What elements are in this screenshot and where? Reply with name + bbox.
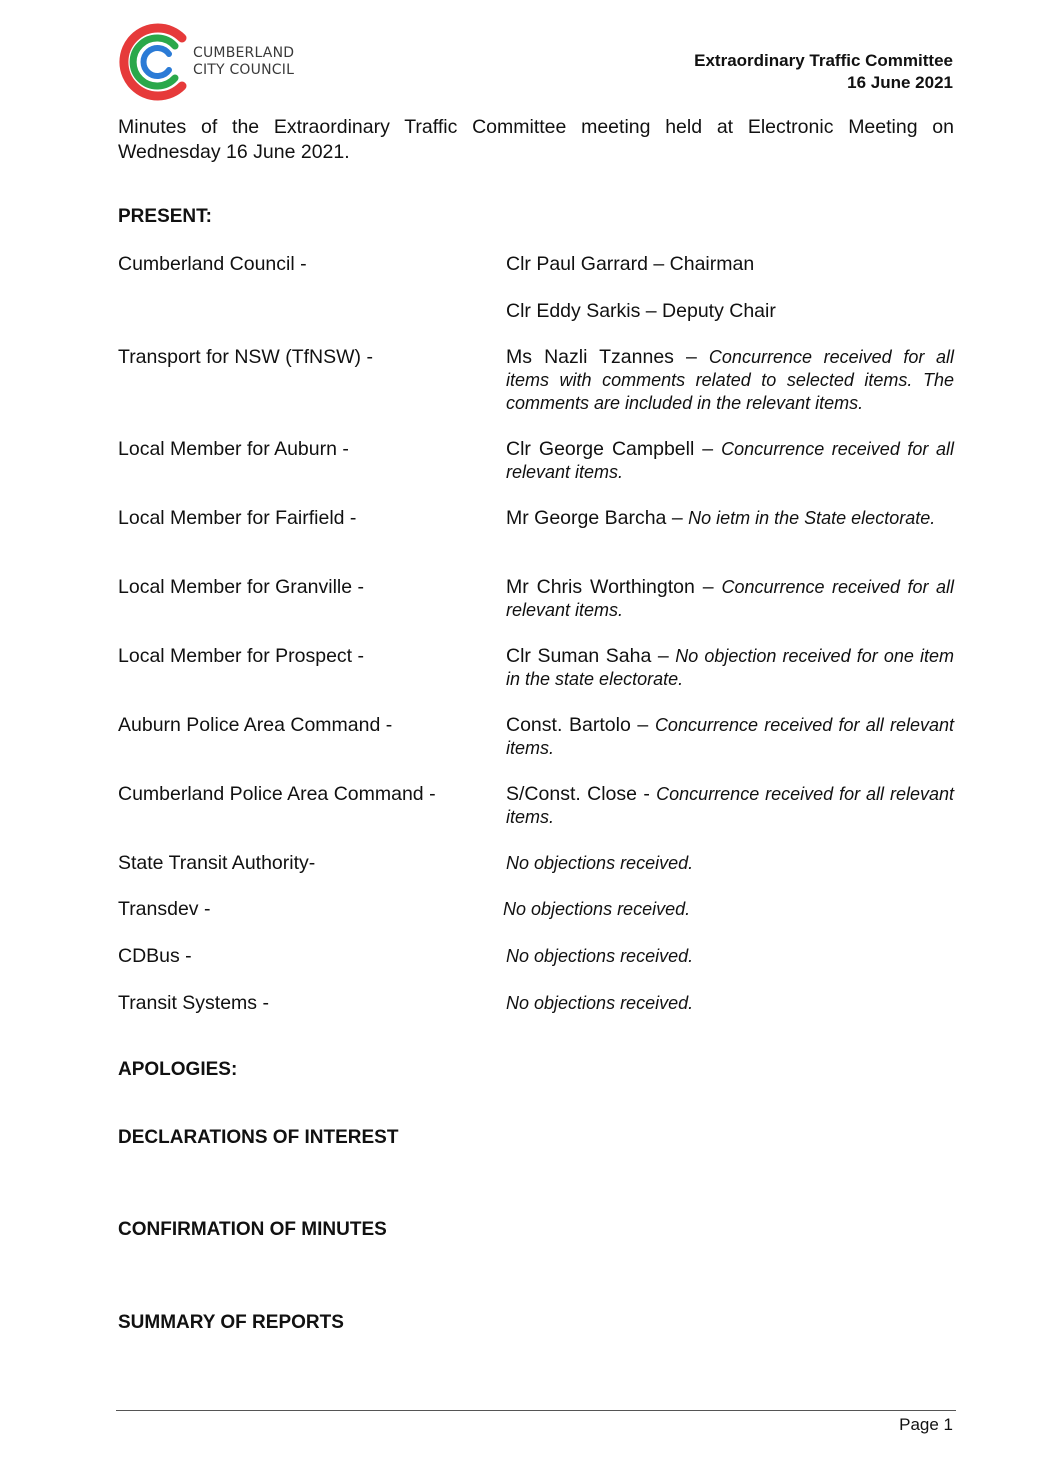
present-rep xyxy=(506,438,954,484)
rep-note: No objections received. xyxy=(506,946,694,966)
present-rep xyxy=(506,945,954,968)
apologies-heading: APOLOGIES: xyxy=(118,1059,238,1080)
header-title: Extraordinary Traffic Committee xyxy=(694,51,953,70)
rep-note: Concurrence received for all relevant items. xyxy=(506,715,954,758)
rep-note: Concurrence received for all relevant items. xyxy=(506,784,954,827)
rep-name: Clr Paul Garrard – Chairman xyxy=(506,253,755,275)
present-org: Local Member for Granville - xyxy=(118,576,364,598)
rep-note: No objections received. xyxy=(506,853,694,873)
council-logo xyxy=(118,20,318,104)
declarations-heading: DECLARATIONS OF INTEREST xyxy=(118,1127,399,1148)
present-org: Transit Systems - xyxy=(118,992,269,1014)
rep-name: Clr George Campbell – xyxy=(506,438,722,460)
present-rep xyxy=(506,852,954,875)
rep-note: No ietm in the State electorate. xyxy=(688,508,936,528)
present-rep xyxy=(506,346,954,415)
logo-line-2: CITY COUNCIL xyxy=(193,62,295,78)
rep-note: No objection received for one item in the state electorate. xyxy=(506,646,954,689)
intro-paragraph: Minutes of the Extraordinary Traffic Committee meeting held at Electronic Meeting on Wednesday 16 June 2021. xyxy=(118,116,954,163)
confirmation-heading: CONFIRMATION OF MINUTES xyxy=(118,1219,387,1240)
present-org: Cumberland Police Area Command - xyxy=(118,783,436,805)
logo-line-1: CUMBERLAND xyxy=(193,45,295,61)
rep-name: Ms Nazli Tzannes – xyxy=(506,346,709,368)
present-rep xyxy=(506,714,954,760)
page-number: Page 1 xyxy=(899,1415,953,1434)
rep-name: S/Const. Close - xyxy=(506,783,657,805)
present-org: CDBus - xyxy=(118,945,192,967)
present-rep xyxy=(503,898,951,921)
rep-note: Concurrence received for all relevant items. xyxy=(506,439,954,482)
present-heading: PRESENT: xyxy=(118,206,212,227)
rep-name: Clr Eddy Sarkis – Deputy Chair xyxy=(506,300,776,322)
rep-name: Const. Bartolo – xyxy=(506,714,655,736)
present-org: Local Member for Auburn - xyxy=(118,438,349,460)
rep-note: No objections received. xyxy=(503,899,691,919)
present-org: Auburn Police Area Command - xyxy=(118,714,393,736)
present-rep xyxy=(506,507,954,530)
present-org: Local Member for Fairfield - xyxy=(118,507,357,529)
present-org: Cumberland Council - xyxy=(118,253,307,275)
present-rep xyxy=(506,253,954,276)
present-rep xyxy=(506,300,954,323)
rep-name: Mr George Barcha – xyxy=(506,507,689,529)
rep-name: Mr Chris Worthington – xyxy=(506,576,722,598)
present-org: Transport for NSW (TfNSW) - xyxy=(118,346,373,368)
present-rep xyxy=(506,576,954,622)
present-rep xyxy=(506,992,954,1015)
present-rep xyxy=(506,783,954,829)
present-org: Transdev - xyxy=(118,898,211,920)
present-org: State Transit Authority- xyxy=(118,852,316,874)
rep-note: No objections received. xyxy=(506,993,694,1013)
rep-note: Concurrence received for all items with comments related to selected items. The comments are included in the relevant items. xyxy=(506,347,954,413)
rep-note: Concurrence received for all relevant items. xyxy=(506,577,954,620)
footer-divider xyxy=(116,1410,956,1411)
present-org: Local Member for Prospect - xyxy=(118,645,365,667)
document-header xyxy=(694,50,953,94)
rep-name: Clr Suman Saha – xyxy=(506,645,676,667)
header-date: 16 June 2021 xyxy=(847,73,953,92)
council-logo-text xyxy=(193,45,294,79)
summary-heading: SUMMARY OF REPORTS xyxy=(118,1312,344,1333)
present-rep xyxy=(506,645,954,691)
council-logo-mark xyxy=(118,20,194,104)
